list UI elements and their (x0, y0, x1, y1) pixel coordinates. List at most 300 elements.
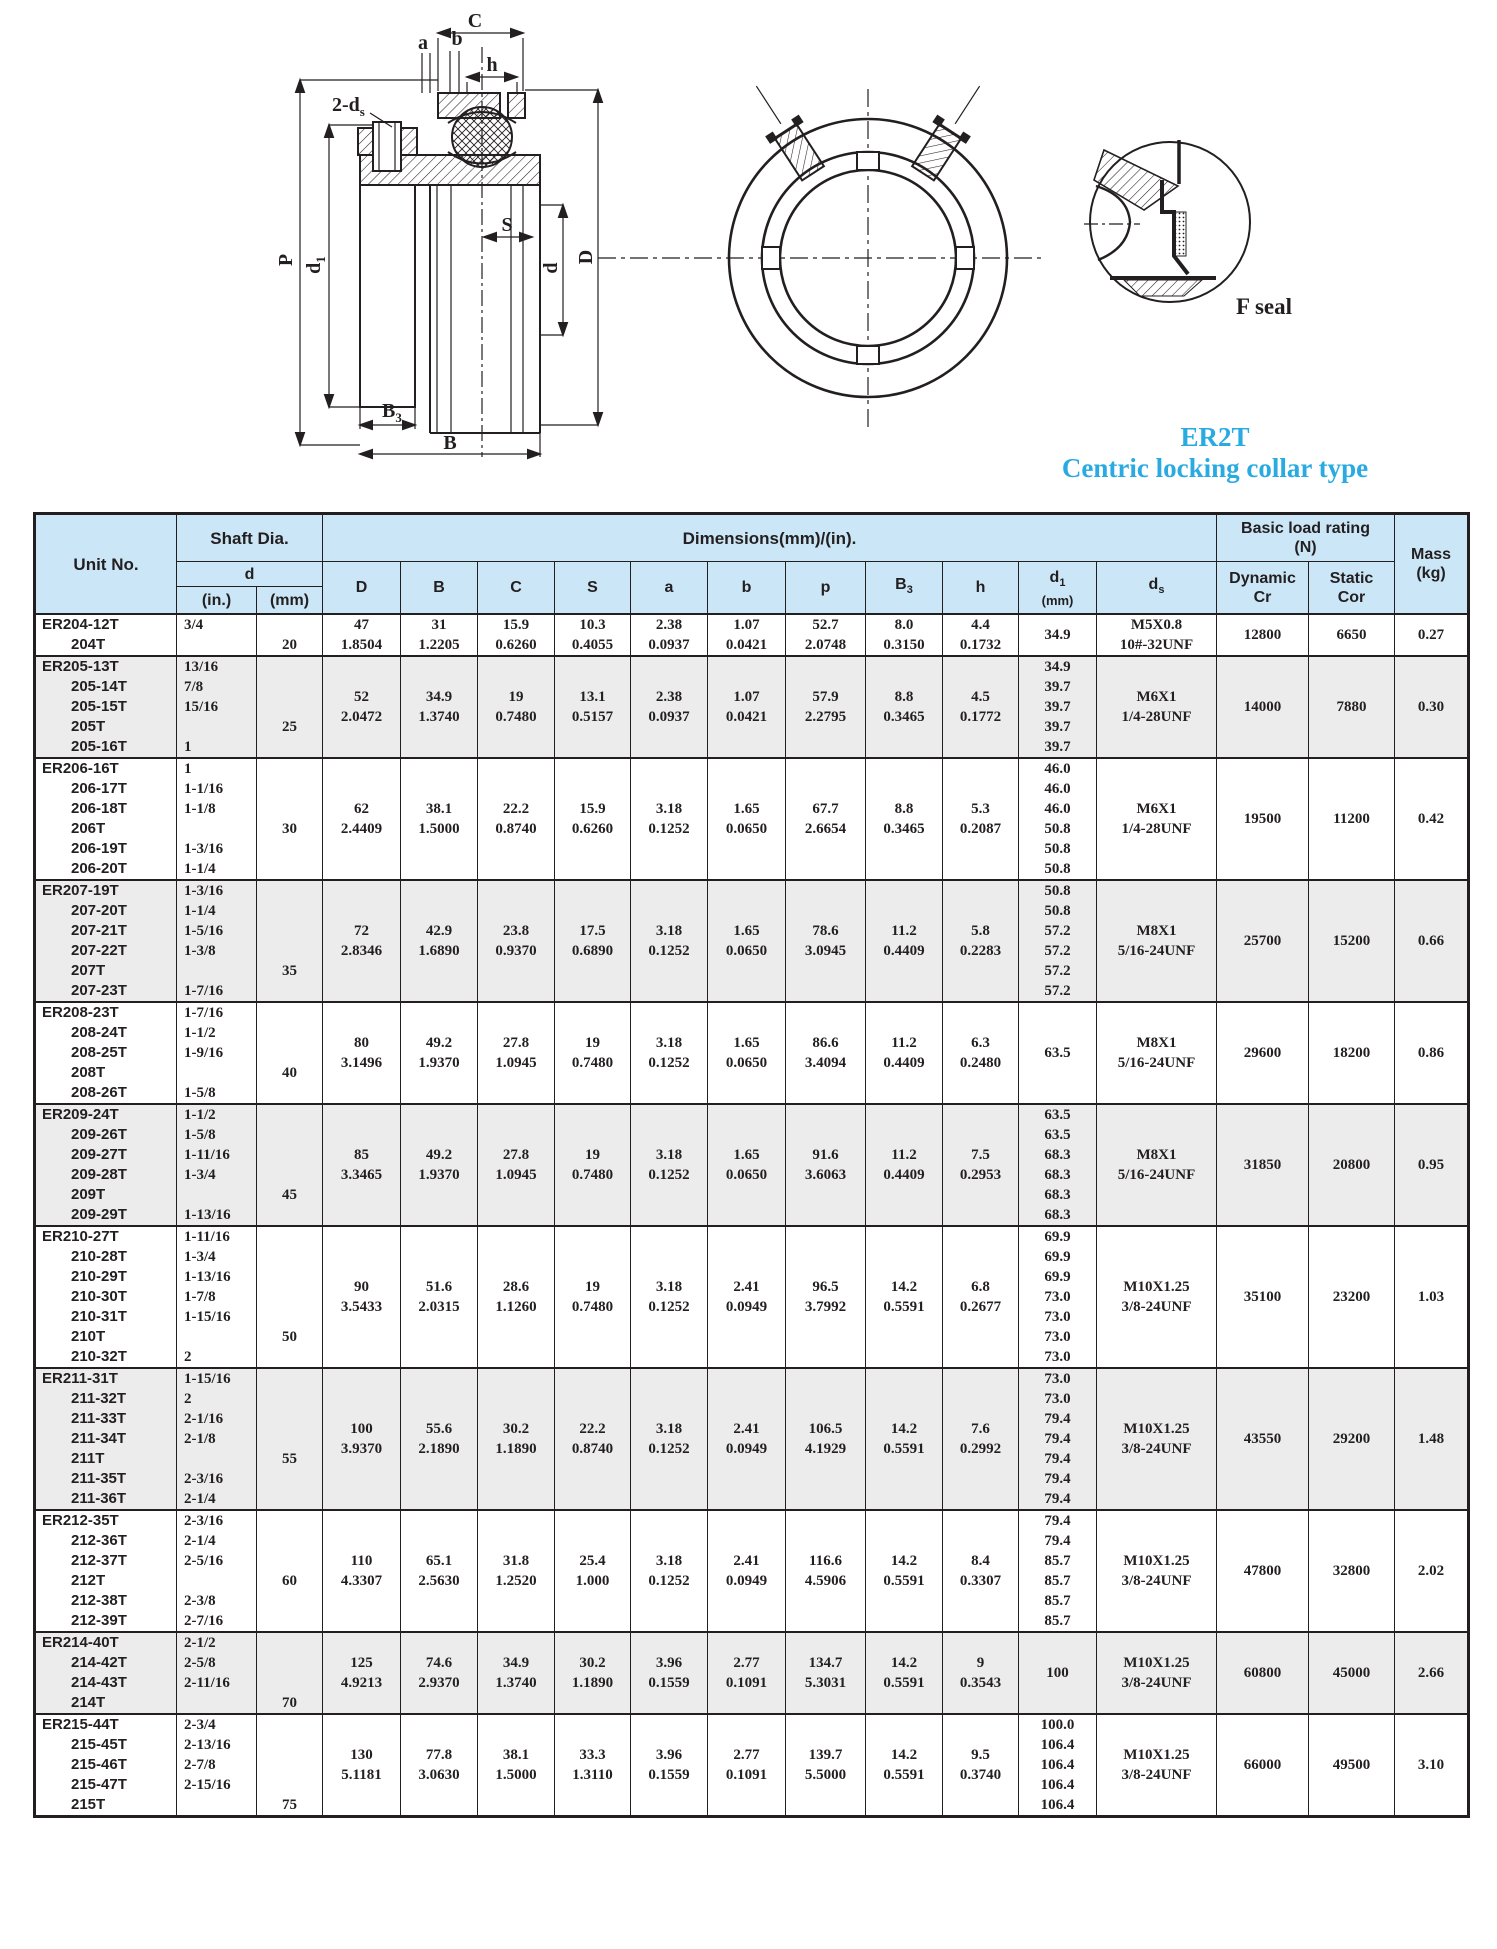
d1-cell (1019, 656, 1097, 758)
dim-value: 0.7480 (571, 1055, 614, 1071)
dim-S-cell (555, 880, 631, 1002)
shaft-dia-in: 1 (184, 761, 192, 777)
shaft-dia-in: 1-5/8 (184, 1127, 216, 1143)
mass-value: 1.03 (1417, 1289, 1445, 1305)
dim-value: 0.2283 (959, 943, 1002, 959)
dim-value: 0.3307 (959, 1573, 1002, 1589)
unit-no: 215T (71, 1796, 106, 1813)
dim-D-cell (323, 1002, 401, 1104)
shaft-dia-in: 2-1/16 (184, 1411, 224, 1427)
dim-value: 0.0937 (648, 637, 690, 653)
d1-cell (1019, 880, 1097, 1002)
unit-no-cell (35, 1632, 177, 1714)
dim-value: 4.4 (971, 617, 990, 633)
col-d: d (177, 562, 323, 587)
shaft-dia-mm (257, 1611, 322, 1631)
d1-value: 57.2 (1044, 943, 1071, 959)
dim-value: 57.9 (812, 689, 839, 705)
dim-B3-cell (866, 1002, 943, 1104)
unit-no: 205-14T (71, 678, 127, 695)
dim-value: 0.0421 (725, 709, 768, 725)
unit-no: ER211-31T (42, 1370, 118, 1387)
table-row-ER215 (35, 1714, 1469, 1817)
d1-value: 50.8 (1044, 861, 1071, 877)
shaft-dia-in: 2-3/16 (184, 1471, 224, 1487)
mass-value: 0.95 (1417, 1157, 1445, 1173)
unit-no: 206-17T (71, 780, 127, 797)
unit-no: 208-24T (71, 1024, 127, 1041)
unit-no: 207-21T (71, 922, 127, 939)
d1-value: 50.8 (1044, 903, 1071, 919)
dim-value: 0.5591 (883, 1441, 925, 1457)
shaft-dia-in: 1-15/16 (184, 1371, 231, 1387)
ds-value: 3/8-24UNF (1121, 1299, 1192, 1315)
dim-value: 3.18 (655, 1421, 683, 1437)
dim-value: 100 (350, 1421, 373, 1437)
mass-value: 0.42 (1417, 811, 1445, 827)
d1-value: 63.5 (1044, 1045, 1071, 1061)
dim-value: 2.0748 (804, 637, 847, 653)
dim-value: 2.5630 (418, 1573, 460, 1589)
d1-value: 85.7 (1044, 1613, 1071, 1629)
dim-value: 22.2 (502, 801, 530, 817)
ds-cell (1097, 1226, 1217, 1368)
unit-no: 209-28T (71, 1166, 127, 1183)
col-in: (in.) (177, 587, 257, 615)
dim-value: 2.41 (733, 1279, 760, 1295)
setscrew (373, 122, 401, 171)
cr-value: 12800 (1243, 627, 1282, 643)
unit-no: ER215-44T (42, 1716, 119, 1733)
dim-p-cell (786, 1714, 866, 1817)
d1-cell (1019, 1002, 1097, 1104)
dim-b-cell (708, 1368, 786, 1510)
dim-h-cell (943, 880, 1019, 1002)
cr-value: 19500 (1243, 811, 1282, 827)
dim-value: 7.5 (971, 1147, 990, 1163)
dim-value: 3.7992 (804, 1299, 847, 1315)
dim-value: 14.2 (890, 1747, 918, 1763)
shaft-dia-mm-cell (257, 758, 323, 880)
dim-C-cell (478, 614, 555, 656)
dim-value: 4.3307 (340, 1573, 383, 1589)
unit-no: 205-16T (71, 738, 127, 755)
dynamic-cr-cell (1217, 758, 1309, 880)
dim-value: 3.0630 (418, 1767, 460, 1783)
unit-no: 211-34T (71, 1430, 127, 1447)
table-row-ER212 (35, 1510, 1469, 1632)
dim-value: 77.8 (425, 1747, 453, 1763)
cr-value: 31850 (1243, 1157, 1282, 1173)
shaft-dia-mm-cell (257, 1226, 323, 1368)
static-cor-cell (1309, 1368, 1395, 1510)
seal-detail-drawing (1082, 128, 1257, 308)
shaft-dia-mm (257, 677, 322, 697)
dim-value: 9 (976, 1655, 985, 1671)
col-S: S (555, 562, 631, 615)
dim-value: 1.65 (733, 1147, 760, 1163)
dim-value: 0.1091 (725, 1767, 768, 1783)
d1-value: 85.7 (1044, 1593, 1071, 1609)
dim-h-cell (943, 1104, 1019, 1226)
dynamic-cr-cell (1217, 880, 1309, 1002)
dim-S-cell (555, 1002, 631, 1104)
shaft-dia-in: 1-1/16 (184, 781, 224, 797)
dim-value: 0.1772 (959, 709, 1002, 725)
dim-C-cell (478, 1632, 555, 1714)
dim-D-cell (323, 1226, 401, 1368)
dim-b-cell (708, 1104, 786, 1226)
dim-a-cell (631, 758, 708, 880)
dim-value: 1.6890 (418, 943, 460, 959)
dim-value: 52.7 (812, 617, 839, 633)
dim-B-cell (401, 1226, 478, 1368)
cor-value: 29200 (1332, 1431, 1371, 1447)
shaft-dia-in-cell (177, 656, 257, 758)
ds-value: M10X1.25 (1123, 1279, 1190, 1295)
unit-no: 214-43T (71, 1674, 127, 1691)
dim-value: 1.8504 (340, 637, 383, 653)
dim-value: 25.4 (579, 1553, 606, 1569)
unit-no: 214-42T (71, 1654, 127, 1671)
dim-value: 14.2 (890, 1279, 918, 1295)
d1-value: 57.2 (1044, 963, 1071, 979)
shaft-dia-in-cell (177, 1632, 257, 1714)
ds-cell (1097, 880, 1217, 1002)
col-B: B (401, 562, 478, 615)
dim-value: 3.4094 (804, 1055, 847, 1071)
dim-value: 3.18 (655, 801, 683, 817)
dim-value: 1.65 (733, 801, 760, 817)
cor-value: 6650 (1336, 627, 1367, 643)
dim-value: 0.6890 (571, 943, 614, 959)
dim-value: 27.8 (502, 1147, 530, 1163)
shaft-dia-in: 2-5/8 (184, 1655, 216, 1671)
unit-no: ER209-24T (42, 1106, 119, 1123)
unit-no: ER208-23T (42, 1004, 119, 1021)
shaft-dia-mm (257, 779, 322, 799)
dim-value: 2.0315 (418, 1299, 460, 1315)
shaft-dia-in: 1-3/16 (184, 883, 224, 899)
ds-value: 3/8-24UNF (1121, 1767, 1192, 1783)
dim-value: 0.5591 (883, 1767, 925, 1783)
shaft-dia-mm (257, 981, 322, 1001)
d1-value: 79.4 (1044, 1533, 1071, 1549)
dim-value: 1.5000 (495, 1767, 537, 1783)
dim-h-cell (943, 1714, 1019, 1817)
shaft-dia-mm: 30 (282, 821, 297, 837)
table-row-ER205 (35, 656, 1469, 758)
unit-no: 209-29T (71, 1206, 127, 1223)
mass-value: 2.66 (1417, 1665, 1445, 1681)
shaft-dia-in: 1-7/8 (184, 1289, 216, 1305)
label-h: h (486, 54, 498, 76)
d1-value: 39.7 (1044, 679, 1071, 695)
shaft-dia-mm (257, 697, 322, 717)
dim-value: 14.2 (890, 1421, 918, 1437)
dim-value: 0.1732 (959, 637, 1002, 653)
dim-value: 1.000 (575, 1573, 610, 1589)
shaft-dia-mm: 70 (282, 1695, 297, 1711)
dim-D-cell (323, 656, 401, 758)
dim-value: 19 (585, 1279, 600, 1295)
dim-value: 22.2 (579, 1421, 606, 1437)
shaft-dia-mm (257, 1653, 322, 1673)
dim-value: 30.2 (502, 1421, 530, 1437)
dim-S-cell (555, 614, 631, 656)
shaft-dia-mm (257, 839, 322, 859)
dim-value: 0.3740 (959, 1767, 1002, 1783)
dim-value: 0.1559 (648, 1675, 690, 1691)
shaft-dia-in (177, 717, 256, 737)
d1-value: 46.0 (1044, 761, 1071, 777)
dim-value: 55.6 (425, 1421, 453, 1437)
label-d1: $d_1$ (303, 256, 328, 274)
unit-no: 212-36T (71, 1532, 127, 1549)
dim-value: 0.2677 (959, 1299, 1002, 1315)
ds-value: 5/16-24UNF (1117, 1055, 1196, 1071)
dim-value: 0.8740 (571, 1441, 614, 1457)
label-D: D (575, 249, 597, 265)
dim-B3-cell (866, 1510, 943, 1632)
label-B3: $B_3$ (382, 400, 402, 425)
unit-no: 212-37T (71, 1552, 127, 1569)
shaft-dia-in: 2-7/16 (184, 1613, 224, 1629)
shaft-dia-mm (257, 1715, 322, 1735)
col-C: C (478, 562, 555, 615)
col-static-cor: Static Cor (1309, 562, 1395, 615)
dim-h-cell (943, 1510, 1019, 1632)
dim-value: 78.6 (812, 923, 839, 939)
notch-left (762, 247, 780, 269)
unit-no: 204T (71, 636, 106, 653)
dim-value: 1.3740 (418, 709, 460, 725)
dynamic-cr-cell (1217, 1226, 1309, 1368)
dim-value: 19 (508, 689, 524, 705)
dim-value: 34.9 (425, 689, 453, 705)
dim-value: 1.9370 (418, 1167, 460, 1183)
shaft-dia-mm-cell (257, 1002, 323, 1104)
col-d1: $d_1$ (mm) (1019, 562, 1097, 615)
shaft-dia-in-cell (177, 614, 257, 656)
dim-B3-cell (866, 1104, 943, 1226)
dim-value: 17.5 (579, 923, 606, 939)
dim-value: 0.1252 (648, 1299, 690, 1315)
dim-a-cell (631, 1002, 708, 1104)
dim-S-cell (555, 758, 631, 880)
label-a: a (418, 32, 428, 54)
dim-value: 2.1890 (418, 1441, 460, 1457)
dim-value: 33.3 (579, 1747, 606, 1763)
shaft-dia-in (177, 1571, 256, 1591)
col-shaft-dia: Shaft Dia. (177, 514, 323, 562)
d1-value: 63.5 (1044, 1127, 1071, 1143)
static-cor-cell (1309, 656, 1395, 758)
dim-value: 3.6063 (804, 1167, 847, 1183)
shaft-dia-mm (257, 921, 322, 941)
dim-a-cell (631, 1510, 708, 1632)
series-title-block (1030, 422, 1400, 484)
shaft-dia-in: 1-1/2 (184, 1025, 216, 1041)
unit-no: 207-23T (71, 982, 127, 999)
dim-value: 0.0650 (725, 821, 768, 837)
dim-value: 0.0650 (725, 1055, 768, 1071)
dim-value: 2.41 (733, 1421, 760, 1437)
dim-value: 38.1 (502, 1747, 530, 1763)
unit-no: 210-31T (71, 1308, 127, 1325)
shaft-dia-in: 1-7/16 (184, 1005, 224, 1021)
dim-value: 23.8 (502, 923, 530, 939)
shaft-dia-in (177, 1693, 256, 1713)
dim-value: 1.2520 (495, 1573, 537, 1589)
unit-no: 209-27T (71, 1146, 127, 1163)
dim-B3-cell (866, 1368, 943, 1510)
d1-value: 50.8 (1044, 841, 1071, 857)
dim-value: 8.8 (894, 689, 914, 705)
mass-value: 0.27 (1417, 627, 1445, 643)
shaft-dia-mm (257, 1511, 322, 1531)
dim-D-cell (323, 1510, 401, 1632)
dim-B-cell (401, 1632, 478, 1714)
dim-D-cell (323, 758, 401, 880)
shaft-dia-mm (257, 759, 322, 779)
shaft-dia-in (177, 819, 256, 839)
dim-value: 38.1 (425, 801, 453, 817)
dim-value: 0.7480 (571, 1167, 614, 1183)
dim-value: 0.1252 (648, 821, 690, 837)
d1-value: 85.7 (1044, 1573, 1071, 1589)
dim-value: 0.3150 (883, 637, 925, 653)
dim-value: 5.3 (971, 801, 990, 817)
dim-value: 3.18 (655, 1035, 683, 1051)
dim-S-cell (555, 1714, 631, 1817)
dim-value: 3.96 (655, 1747, 683, 1763)
dim-b-cell (708, 1226, 786, 1368)
dim-B3-cell (866, 1632, 943, 1714)
shaft-dia-in: 1-1/8 (184, 801, 216, 817)
series-subtitle: Centric locking collar type (1061, 453, 1369, 483)
dim-B3-cell (866, 880, 943, 1002)
dim-h-cell (943, 1002, 1019, 1104)
dim-value: 85 (354, 1147, 369, 1163)
d1-cell (1019, 614, 1097, 656)
table-row-ER209 (35, 1104, 1469, 1226)
col-mass: Mass (kg) (1395, 514, 1469, 615)
table-row-ER208 (35, 1002, 1469, 1104)
cor-value: 18200 (1332, 1045, 1371, 1061)
unit-no: 205-15T (71, 698, 127, 715)
dim-C-cell (478, 1368, 555, 1510)
dim-value: 1.0945 (495, 1167, 537, 1183)
dim-value: 0.2480 (959, 1055, 1002, 1071)
ds-value: M8X1 (1136, 923, 1177, 939)
dim-value: 52 (354, 689, 369, 705)
cr-value: 25700 (1243, 933, 1282, 949)
cor-value: 11200 (1333, 811, 1370, 827)
dim-value: 8.4 (971, 1553, 990, 1569)
dim-p-cell (786, 1632, 866, 1714)
dim-value: 0.1252 (648, 1055, 690, 1071)
shaft-dia-mm (257, 941, 322, 961)
dim-value: 3.96 (655, 1655, 683, 1671)
d1-value: 73.0 (1044, 1349, 1071, 1365)
shaft-dia-in: 1-11/16 (184, 1229, 230, 1245)
d1-value: 46.0 (1044, 801, 1071, 817)
shaft-dia-mm (257, 1307, 322, 1327)
sleeve-section (360, 185, 415, 407)
shaft-dia-in-cell (177, 1368, 257, 1510)
dim-value: 1.2205 (418, 637, 460, 653)
dim-value: 1.1260 (495, 1299, 537, 1315)
col-ds: $d_s$ (1097, 562, 1217, 615)
setscrew-left (740, 83, 830, 184)
shaft-dia-in (177, 1185, 256, 1205)
static-cor-cell (1309, 614, 1395, 656)
ds-cell (1097, 758, 1217, 880)
shaft-dia-mm: 60 (282, 1573, 297, 1589)
d1-value: 39.7 (1044, 719, 1071, 735)
dim-value: 3.18 (655, 923, 683, 939)
d1-value: 79.4 (1044, 1451, 1071, 1467)
dim-value: 30.2 (579, 1655, 606, 1671)
dim-C-cell (478, 656, 555, 758)
col-basic-load-rating: Basic load rating (N) (1217, 514, 1395, 562)
unit-no: 211-35T (71, 1470, 127, 1487)
unit-no: ER205-13T (42, 658, 119, 675)
ds-value: M10X1.25 (1123, 1655, 1190, 1671)
unit-no: ER206-16T (42, 760, 119, 777)
shaft-dia-mm (257, 1023, 322, 1043)
setscrew-right (906, 83, 996, 184)
shaft-dia-in: 2-11/16 (184, 1675, 230, 1691)
dim-C-cell (478, 880, 555, 1002)
dim-value: 62 (354, 801, 369, 817)
dim-value: 0.6260 (495, 637, 537, 653)
dim-value: 134.7 (808, 1655, 843, 1671)
dim-value: 13.1 (579, 689, 606, 705)
dim-C-cell (478, 1104, 555, 1226)
mass-cell (1395, 1510, 1469, 1632)
dim-value: 0.7480 (495, 709, 537, 725)
dim-value: 72 (354, 923, 369, 939)
dim-b-cell (708, 1714, 786, 1817)
unit-no: 207-20T (71, 902, 127, 919)
dim-p-cell (786, 1510, 866, 1632)
dim-value: 116.6 (809, 1553, 842, 1569)
d1-cell (1019, 1368, 1097, 1510)
shaft-dia-mm (257, 737, 322, 757)
dim-value: 9.5 (971, 1747, 990, 1763)
dim-B3-cell (866, 656, 943, 758)
ds-cell (1097, 1104, 1217, 1226)
shaft-dia-mm (257, 1531, 322, 1551)
shaft-dia-in-cell (177, 880, 257, 1002)
shaft-dia-in: 1-11/16 (184, 1147, 230, 1163)
shaft-dia-mm (257, 1083, 322, 1103)
shaft-dia-in-cell (177, 1510, 257, 1632)
shaft-dia-mm (257, 1775, 322, 1795)
table-row-ER204 (35, 614, 1469, 656)
dim-b-cell (708, 880, 786, 1002)
d1-cell (1019, 1714, 1097, 1817)
dim-h-cell (943, 758, 1019, 880)
shaft-dia-mm: 45 (282, 1187, 297, 1203)
d1-cell (1019, 1510, 1097, 1632)
dim-B3-cell (866, 1714, 943, 1817)
dim-B-cell (401, 1104, 478, 1226)
dim-B3-cell (866, 1226, 943, 1368)
dim-value: 0.5157 (571, 709, 614, 725)
